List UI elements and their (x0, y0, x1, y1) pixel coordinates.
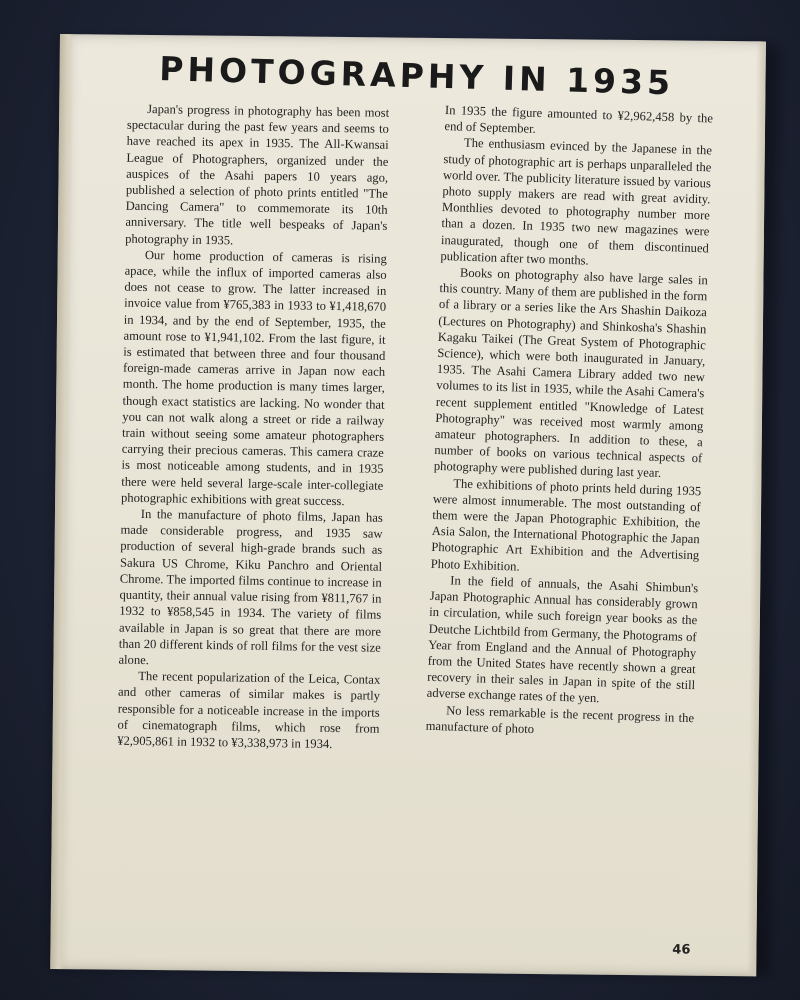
right-column (425, 102, 713, 742)
paragraph: No less remarkable is the recent progress in the manufacture of photo (425, 702, 695, 736)
page-number: 46 (672, 942, 691, 958)
paragraph: Our home production of cameras is rising apace, while the influx of imported cameras also does not cease to grow. The latter increased in invoice value from ¥765,383 in 1933 to ¥1,418,670 in 1934, and by the end of September, 1935, the amount rose to ¥1,941,102. From the last figure, it is estimated that between three and four thousand foreign-made cameras arrive in Japan now each month. The home production is many times larger, though exact statistics are lacking. No wonder that you can not walk along a street or ride a railway train without seeing some amateur photographers carrying their precious cameras. This camera craze is most noticeable among students, and in 1935 there were held several large-scale inter-collegiate photographic exhibitions with great success. (120, 247, 387, 509)
paragraph: Japan's progress in photography has been most spectacular during the past few years and seems to have reached its apex in 1935. The All-Kwansai League of Photographers, organized under the auspices of the Asahi papers 10 years ago, published a selection of photo prints entitled "The Dancing Camera" to commemorate its 10th anniversary. The title well bespeaks of Japan's photography in 1935. (125, 102, 390, 248)
left-column (117, 101, 389, 753)
paragraph: The exhibitions of photo prints held during 1935 were almost innumerable. The most outstanding of them were the Japan Photographic Exhibition, the Asia Salon, the International Photographic the Japan Photographic Art Exhibition and the Advertising Photo Exhibition. (430, 476, 702, 574)
paragraph: Books on photography also have large sales in this country. Many of them are published in the form of a library or a series like the Ars Shashin Daikoza (Lectures on Photography) and Shinkosha's Shashin Kagaku Taikei (The Great System of Photographic Science), which were both inaugurated in January, 1935. The Asahi Camera Library added two new volumes to its list in 1935, while the Asahi Camera's recent supplement entitled "Knowledge of Latest Photography" was received most warmly among amateur photographers. In addition to these, a number of books on various technical aspects of photography were published during last year. (433, 265, 709, 481)
paragraph: The recent popularization of the Leica, Contax and other cameras of similar makes is partly responsible for a noticeable increase in the imports of cinematograph films, which rose from ¥2,905,861 in 1932 to ¥3,338,973 in 1934. (117, 669, 381, 751)
paragraph: The enthusiasm evinced by the Japanese in the study of photographic art is perhaps unparalleled the world over. The publicity literature issued by various photo supply makers are read with great avidity. Monthlies devoted to photography number more than a dozen. In 1935 two new magazines were inaugurated, though one of them discontinued publication after two months. (440, 136, 713, 268)
paragraph-continued: In 1935 the figure amounted to ¥2,962,458 by the end of September. (444, 103, 714, 137)
page-title: PHOTOGRAPHY IN 1935 (158, 49, 675, 103)
paragraph: In the manufacture of photo films, Japan has made considerable progress, and 1935 saw production of several high-grade brands such as Sakura US Chrome, Kiku Panchro and Oriental Chrome. The imported films continue to increase in quantity, their annual value rising from ¥811,767 in 1932 to ¥858,545 in 1934. The variety of films available in Japan is so great that there are more than 20 different kinds of roll films for the vest size alone. (118, 507, 383, 668)
book-page (50, 34, 766, 976)
paragraph: In the field of annuals, the Asahi Shimbun's Japan Photographic Annual has considerably grown in circulation, while such foreign year books as the Deutche Lichtbild from Germany, the Photograms of Year from England and the Annual of Photography from the United States have recently shown a great recovery in their sales in Japan in spite of the still adverse exchange rates of the yen. (426, 573, 699, 706)
